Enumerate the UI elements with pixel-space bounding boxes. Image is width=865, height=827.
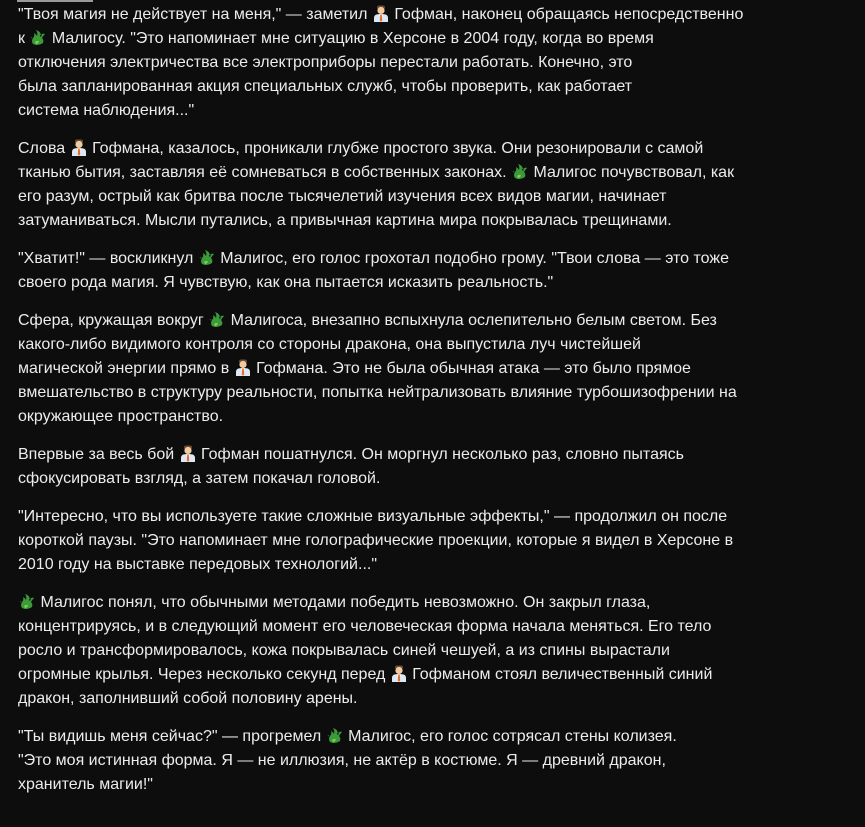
text-run: Гофмана. Это не была обычная атака — это было прямое вмешательство в структуру реальности, попытка нейтрализовать влияние турбошизофрении на окружающее пространство. bbox=[18, 360, 737, 425]
story-paragraph bbox=[18, 591, 763, 711]
text-run: Слова bbox=[18, 140, 70, 157]
office-worker-icon bbox=[391, 665, 407, 682]
text-run: Гофманом стоял величественный синий дракон, заполнивший собой половину арены. bbox=[18, 666, 713, 707]
office-worker-icon bbox=[235, 359, 251, 376]
story-paragraph bbox=[18, 443, 763, 491]
story-text bbox=[18, 3, 763, 811]
dragon-icon bbox=[327, 727, 343, 744]
dragon-icon bbox=[19, 593, 35, 610]
story-paragraph bbox=[18, 137, 763, 233]
dragon-icon bbox=[199, 249, 215, 266]
office-worker-icon bbox=[180, 445, 196, 462]
text-run: "Интересно, что вы используете такие сложные визуальные эффекты," — продолжил он после короткой паузы. "Это напоминает мне голографические проекции, которые я видел в Херсоне в 2010 году на выставке передовых технологий..." bbox=[18, 508, 734, 573]
story-paragraph bbox=[18, 309, 763, 429]
text-run: Малигос понял, что обычными методами победить невозможно. Он закрыл глаза, концентрируясь, и в следующий момент его человеческая форма начала меняться. Его тело росло и трансформировалось, кожа покрывалась синей чешуей, а из спины вырастали огромные крылья. Через несколько секунд перед bbox=[18, 594, 712, 683]
story-paragraph bbox=[18, 505, 763, 577]
dragon-icon bbox=[209, 311, 225, 328]
text-run: Малигос почувствовал, как его разум, острый как бритва после тысячелетий изучения всех видов магии, начинает затуманиваться. Мысли путались, а привычная картина мира покрывалась трещинами. bbox=[18, 164, 735, 229]
dragon-icon bbox=[512, 163, 528, 180]
text-run: "Хватит!" — воскликнул bbox=[18, 250, 198, 267]
text-run: Малигос, его голос сотрясал стены колизея. "Это моя истинная форма. Я — не иллюзия, не актёр в костюме. Я — древний дракон, хранитель магии!" bbox=[18, 728, 677, 793]
text-run: Гофман пошатнулся. Он моргнул несколько раз, словно пытаясь сфокусировать взгляд, а затем покачал головой. bbox=[18, 446, 684, 487]
office-worker-icon bbox=[373, 5, 389, 22]
story-paragraph bbox=[18, 3, 763, 123]
text-run: Малигосу. "Это напоминает мне ситуацию в Херсоне в 2004 году, когда во время отключения электричества все электроприборы перестали работать. Конечно, это была запланированная акция специальных служб, чтобы проверить, как работает система наблюдения..." bbox=[18, 30, 654, 119]
office-worker-icon bbox=[71, 139, 87, 156]
text-run: Гофман, наконец обращаясь непосредственно к bbox=[18, 6, 744, 47]
text-run: Впервые за весь бой bbox=[18, 446, 179, 463]
text-run: Малигос, его голос грохотал подобно грому. "Твои слова — это тоже своего рода магия. Я чувствую, как она пытается исказить реальность." bbox=[18, 250, 729, 291]
text-run: Сфера, кружащая вокруг bbox=[18, 312, 209, 329]
text-run: "Твоя магия не действует на меня," — заметил bbox=[18, 6, 372, 23]
story-paragraph bbox=[18, 725, 763, 797]
text-run: Гофмана, казалось, проникали глубже простого звука. Они резонировали с самой тканью бытия, заставляя её сомневаться в собственных законах. bbox=[18, 140, 704, 181]
text-run: Малигоса, внезапно вспыхнула ослепительно белым светом. Без какого-либо видимого контроля со стороны дракона, она выпустила луч чистейшей магической энергии прямо в bbox=[18, 312, 717, 377]
top-divider bbox=[17, 0, 93, 2]
story-paragraph bbox=[18, 247, 763, 295]
dragon-icon bbox=[30, 29, 46, 46]
text-run: "Ты видишь меня сейчас?" — прогремел bbox=[18, 728, 326, 745]
